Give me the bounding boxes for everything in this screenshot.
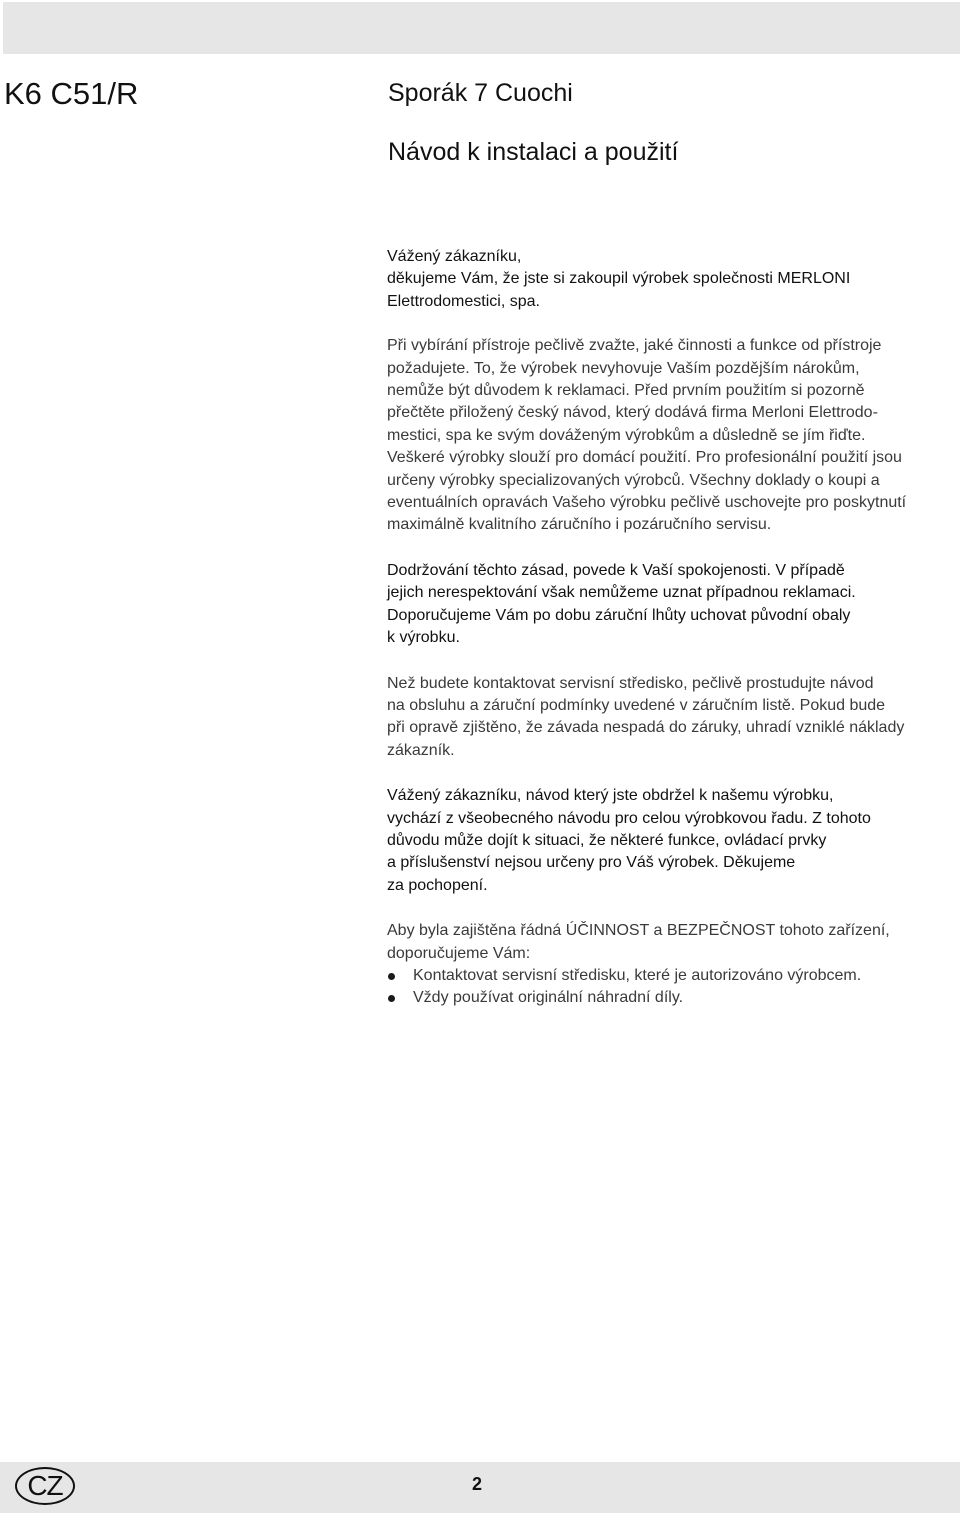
service-line: Než budete kontaktovat servisní středisko, pečlivě prostudujte návod	[387, 674, 874, 692]
intro-line: požadujete. To, že výrobek nevyhovuje Vaším pozdějším nárokům,	[387, 359, 860, 377]
general-line: vychází z všeobecného návodu pro celou výrobkovou řadu. Z tohoto	[387, 809, 871, 827]
safety-line: doporučujeme Vám:	[387, 944, 531, 962]
notice-line: Doporučujeme Vám po dobu záruční lhůty uchovat původní obaly	[387, 606, 851, 624]
greeting-line: Vážený zákazníku,	[387, 248, 522, 265]
document-subtitle: Návod k instalaci a použití	[388, 138, 679, 166]
service-line: při opravě zjištěno, že závada nespadá do záruky, uhradí vzniklé náklady	[387, 719, 905, 737]
greeting-paragraph	[387, 246, 959, 313]
notice-paragraph	[387, 560, 959, 650]
notice-line: Dodržování těchto zásad, povede k Vaší spokojenosti. V případě	[387, 561, 845, 579]
safety-paragraph	[387, 920, 959, 965]
general-line: a příslušenství nejsou určeny pro Váš výrobek. Děkujeme	[387, 854, 796, 872]
page-number: 2	[472, 1474, 483, 1494]
intro-line: přečtěte přiložený český návod, který dodává firma Merloni Elettrodo-	[387, 404, 878, 422]
notice-line: jejich nerespektování však nemůžeme uznat případnou reklamaci.	[387, 584, 856, 602]
recommendation-list	[387, 965, 959, 1010]
document-title: Sporák 7 Cuochi	[388, 79, 573, 107]
general-manual-paragraph	[387, 785, 959, 897]
general-line: za pochopení.	[387, 876, 488, 894]
greeting-line: děkujeme Vám, že jste si zakoupil výrobek společnosti MERLONI	[387, 270, 851, 288]
bullet-icon	[388, 995, 395, 1002]
country-code-badge: CZ	[15, 1467, 75, 1505]
model-number: K6 C51/R	[4, 76, 139, 111]
greeting-line: Elettrodomestici, spa.	[387, 292, 540, 310]
intro-line: eventuálních opravách Vašeho výrobku pečlivě uschovejte pro poskytnutí	[387, 494, 907, 512]
notice-line: k výrobku.	[387, 629, 460, 647]
intro-line: Při vybírání přístroje pečlivě zvažte, jaké činnosti a funkce od přístroje	[387, 337, 882, 355]
intro-line: Veškeré výrobky slouží pro domácí použití. Pro profesionální použití jsou	[387, 449, 902, 467]
service-line: na obsluhu a záruční podmínky uvedené v záručním listě. Pokud bude	[387, 696, 886, 714]
top-bar	[3, 2, 960, 54]
intro-line: nemůže být důvodem k reklamaci. Před prvním použitím si pozorně	[387, 382, 865, 400]
list-item	[387, 987, 959, 1009]
intro-line: mestici, spa ke svým dováženým výrobkům a důsledně se jím řiďte.	[387, 426, 866, 444]
intro-paragraph	[387, 335, 959, 537]
list-item-text: Vždy používat originální náhradní díly.	[413, 989, 684, 1007]
intro-line: určeny výrobky specializovaných výrobců. Všechny doklady o koupi a	[387, 471, 880, 489]
bullet-icon	[388, 973, 395, 980]
safety-line: Aby byla zajištěna řádná ÚČINNOST a BEZPEČNOST tohoto zařízení,	[387, 922, 890, 940]
general-line: Vážený zákazníku, návod který jste obdržel k našemu výrobku,	[387, 787, 834, 805]
intro-line: maximálně kvalitního záručního i pozáručního servisu.	[387, 516, 772, 534]
service-paragraph	[387, 673, 959, 763]
main-content	[387, 246, 959, 1010]
list-item-text: Kontaktovat servisní středisku, které je autorizováno výrobcem.	[413, 966, 862, 984]
list-item	[387, 965, 959, 987]
service-line: zákazník.	[387, 741, 455, 759]
general-line: důvodu může dojít k situaci, že některé funkce, ovládací prvky	[387, 831, 827, 849]
